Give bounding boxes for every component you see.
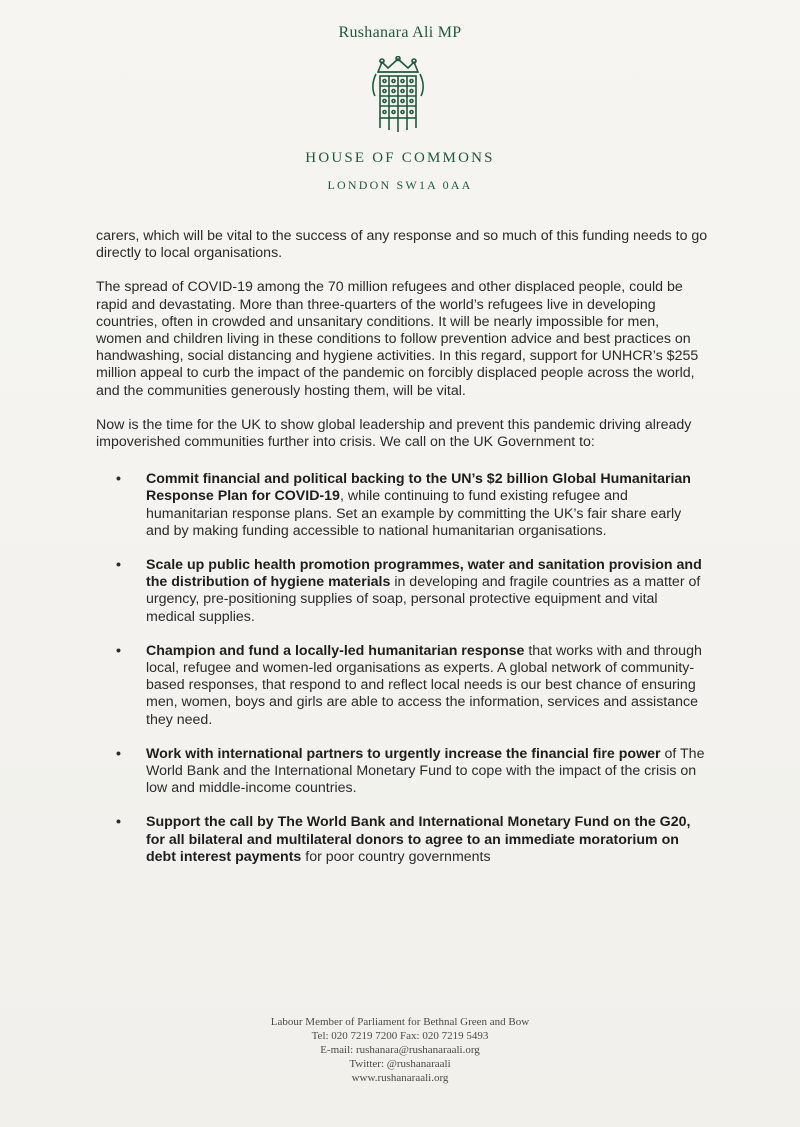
bullet-bold-text: Champion and fund a locally-led humanitarian response [146,642,525,659]
portcullis-icon [370,56,426,134]
bullet-text: of The World Bank and the International Monetary Fund to cope with the impact of the crisis on low and middle-income countries. [146,745,705,797]
bullet-bold-text: Scale up public health promotion programmes, water and sanitation provision and the distribution of hygiene materials [146,557,702,591]
bullet-text: , while continuing to fund existing refugee and humanitarian response plans. Set an example by committing the UK’s fair share early and by making funding accessible to national humanitarian organisations. [146,488,682,539]
footer-phone-fax: Tel: 020 7219 7200 Fax: 020 7219 5493 [311,1030,489,1042]
footer-constituency: Labour Member of Parliament for Bethnal Green and Bow [270,1016,530,1028]
bullet-text: in developing and fragile countries as a matter of urgency, pre-positioning supplies of soap, personal protective equipment and vital medical supplies. [146,574,701,625]
footer-email: E-mail: rushanara@rushanaraali.org [320,1044,480,1056]
bullet-marker: • [116,745,121,762]
list-item [96,643,708,729]
paragraph-1: carers, which will be vital to the success of any response and so much of this funding needs to go directly to local organisations. [96,228,708,262]
bullet-marker: • [116,557,121,574]
list-item [96,746,708,798]
list-item [96,557,708,626]
list-item [96,471,708,540]
bullet-bold-text: Support the call by The World Bank and International Monetary Fund on the G20, for all bilateral and multilateral donors to agree to an immediate moratorium on debt interest payments [146,814,691,865]
bullet-marker: • [116,471,121,488]
letter-footer [0,1015,800,1085]
bullet-bold-text: Work with international partners to urgently increase the financial fire power [146,745,661,762]
list-item [96,814,708,866]
house-of-commons-heading: HOUSE OF COMMONS [305,150,495,166]
footer-twitter: Twitter: @rushanaraali [349,1058,451,1070]
demands-list [96,471,708,866]
mp-name: Rushanara Ali MP [338,24,462,41]
bullet-bold-text: Commit financial and political backing to the UN’s $2 billion Global Humanitarian Response Plan for COVID-19 [146,471,691,505]
bullet-text: for poor country governments [301,848,491,865]
paragraph-3: Now is the time for the UK to show global leadership and prevent this pandemic driving already impoverished communities further into crisis. We call on the UK Government to: [96,416,692,451]
paragraph-2: The spread of COVID-19 among the 70 million refugees and other displaced people, could be rapid and devastating. More than three-quarters of the world’s refugees live in developing countries, often in crowded and unsanitary conditions. It will be nearly impossible for men, women and children living in these conditions to follow prevention advice and best practices on handwashing, social distancing and hygiene activities. In this regard, support for UNHCR’s $255 million appeal to curb the impact of the pandemic on forcibly displaced people across the world, and the communities generously hosting them, will be vital. [96,279,699,399]
footer-website: www.rushanaraali.org [351,1072,449,1084]
letter-body [96,228,708,883]
bullet-marker: • [116,814,121,831]
bullet-marker: • [116,642,121,659]
letterhead-address: LONDON SW1A 0AA [327,178,473,192]
bullet-text: that works with and through local, refugee and women-led organisations as experts. A global network of community-based responses, that respond to and reflect local needs is our best chance of ensuring men, women, boys and girls are able to access the information, services and assistance they need. [146,642,702,728]
